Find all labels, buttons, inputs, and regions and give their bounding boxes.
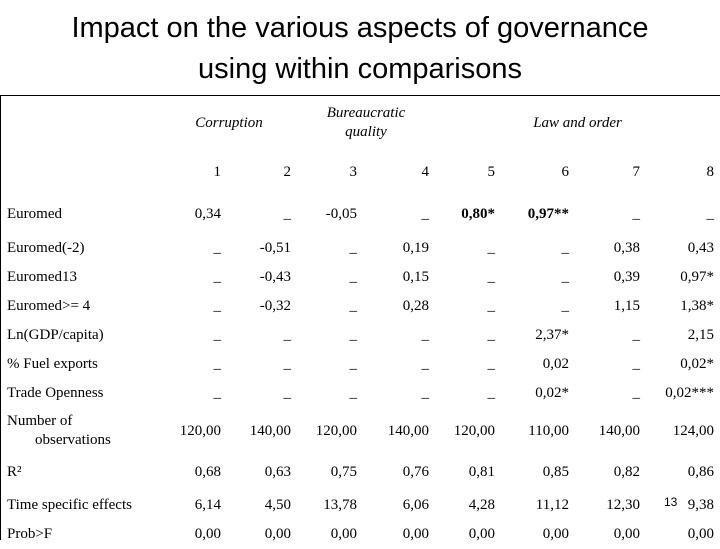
table-cell: 0,76 bbox=[402, 464, 429, 480]
table-cell: 0,80* bbox=[461, 205, 495, 222]
table-cell: _ bbox=[561, 298, 569, 314]
table-cell: _ bbox=[706, 205, 714, 222]
table-row-prob-f bbox=[1, 520, 720, 549]
table-cell: _ bbox=[213, 240, 221, 256]
table-cell: 0,34 bbox=[194, 205, 221, 222]
row-label: Time specific effects bbox=[7, 497, 132, 513]
table-cell: 140,00 bbox=[249, 422, 291, 439]
table-cell: 0,39 bbox=[613, 269, 640, 285]
table-cell: _ bbox=[487, 240, 495, 256]
row-label: R² bbox=[7, 464, 22, 480]
group-header-row bbox=[1, 96, 720, 150]
table-cell: 0,63 bbox=[264, 464, 291, 480]
row-label: Prob>F bbox=[7, 526, 53, 542]
table-cell: 0,28 bbox=[402, 298, 429, 314]
column-number: 7 bbox=[632, 163, 640, 180]
table-cell: 110,00 bbox=[528, 422, 569, 439]
table-row-time-specific-effects bbox=[1, 491, 720, 520]
table-cell: _ bbox=[421, 327, 429, 343]
table-cell: 0,82 bbox=[613, 464, 640, 480]
table-cell: _ bbox=[349, 385, 357, 401]
slide-number: 13 bbox=[664, 495, 678, 509]
table-cell: 0,97** bbox=[527, 205, 569, 222]
column-number: 3 bbox=[349, 163, 357, 180]
table-row-number-of-observations bbox=[1, 408, 720, 454]
table-cell: 120,00 bbox=[453, 422, 495, 439]
table-cell: 0,00 bbox=[687, 526, 714, 542]
table-cell: _ bbox=[213, 356, 221, 372]
table-cell: _ bbox=[487, 269, 495, 285]
table-cell: 0,00 bbox=[542, 526, 569, 542]
column-number: 5 bbox=[487, 163, 495, 180]
table-cell: _ bbox=[349, 356, 357, 372]
table-cell: 0,97* bbox=[680, 269, 714, 285]
table-row-euromed-lag2 bbox=[1, 234, 720, 263]
table-cell: 0,02* bbox=[680, 356, 714, 372]
table-cell: 1,38* bbox=[680, 298, 714, 314]
table-cell: 13,78 bbox=[323, 497, 357, 513]
results-table bbox=[1, 96, 720, 549]
table-row-ln-gdp-capita bbox=[1, 321, 720, 350]
table-cell: 120,00 bbox=[315, 422, 357, 439]
group-header-bureaucratic-quality: Bureaucratic quality bbox=[326, 105, 406, 140]
table-cell: 6,14 bbox=[194, 497, 221, 513]
row-label: % Fuel exports bbox=[7, 356, 98, 372]
table-row-euromed13 bbox=[1, 263, 720, 292]
table-cell: 124,00 bbox=[672, 422, 714, 439]
table-row-euromed bbox=[1, 194, 720, 234]
table-cell: _ bbox=[349, 240, 357, 256]
table-cell: _ bbox=[561, 269, 569, 285]
table-cell: 2,37* bbox=[535, 327, 569, 343]
table-cell: 0,75 bbox=[330, 464, 357, 480]
table-cell: 0,02 bbox=[542, 356, 569, 372]
table-cell: _ bbox=[213, 269, 221, 285]
table-cell: 0,19 bbox=[402, 240, 429, 256]
table-row-trade-openness bbox=[1, 379, 720, 408]
table-cell: 0,85 bbox=[542, 464, 569, 480]
table-cell: _ bbox=[421, 356, 429, 372]
table-cell: 11,12 bbox=[535, 497, 569, 513]
table-cell: _ bbox=[632, 385, 640, 401]
table-cell: 0,86 bbox=[687, 464, 714, 480]
table-cell: 4,50 bbox=[264, 497, 291, 513]
table-cell: _ bbox=[283, 327, 291, 343]
table-cell: 0,38 bbox=[613, 240, 640, 256]
table-cell: 120,00 bbox=[179, 422, 221, 439]
column-number-row bbox=[1, 150, 720, 194]
table-cell: 9,38 bbox=[687, 497, 714, 513]
results-table-container bbox=[0, 95, 720, 540]
table-cell: 0,00 bbox=[264, 526, 291, 542]
table-cell: 0,15 bbox=[402, 269, 429, 285]
row-label: Ln(GDP/capita) bbox=[7, 327, 104, 343]
table-cell: _ bbox=[213, 385, 221, 401]
header-blank-cell bbox=[1, 96, 161, 150]
table-cell: _ bbox=[487, 385, 495, 401]
row-label: Euromed13 bbox=[7, 269, 77, 285]
table-row-r-squared bbox=[1, 454, 720, 491]
column-number: 2 bbox=[283, 163, 291, 180]
table-cell: 0,00 bbox=[194, 526, 221, 542]
table-cell: -0,05 bbox=[325, 205, 357, 222]
table-cell: 140,00 bbox=[598, 422, 640, 439]
table-cell: _ bbox=[283, 205, 291, 222]
table-cell: _ bbox=[487, 327, 495, 343]
table-cell: _ bbox=[561, 240, 569, 256]
row-label: Euromed bbox=[7, 205, 62, 222]
column-number-blank bbox=[1, 150, 161, 194]
table-cell: 0,81 bbox=[468, 464, 495, 480]
table-cell: _ bbox=[349, 327, 357, 343]
row-label: Trade Openness bbox=[7, 385, 104, 401]
table-cell: 0,00 bbox=[613, 526, 640, 542]
table-cell: 2,15 bbox=[687, 327, 714, 343]
row-label-line-1: Number of bbox=[7, 413, 73, 429]
row-label bbox=[1, 408, 161, 454]
table-row-fuel-exports bbox=[1, 350, 720, 379]
table-cell: _ bbox=[421, 385, 429, 401]
table-cell: 0,68 bbox=[194, 464, 221, 480]
row-label-line-2: observations bbox=[35, 432, 111, 448]
table-cell: _ bbox=[421, 205, 429, 222]
table-cell: 140,00 bbox=[387, 422, 429, 439]
slide-title bbox=[0, 8, 720, 90]
column-number: 4 bbox=[421, 163, 429, 180]
table-cell: 0,00 bbox=[330, 526, 357, 542]
table-cell: 0,00 bbox=[468, 526, 495, 542]
table-cell: _ bbox=[487, 356, 495, 372]
table-cell: 12,30 bbox=[606, 497, 640, 513]
table-cell: _ bbox=[632, 356, 640, 372]
column-number: 1 bbox=[213, 163, 221, 180]
table-cell: _ bbox=[632, 205, 640, 222]
slide-title-line-2: using within comparisons bbox=[198, 53, 522, 85]
table-cell: -0,32 bbox=[259, 298, 291, 314]
table-cell: -0,43 bbox=[259, 269, 291, 285]
column-number: 8 bbox=[706, 163, 714, 180]
table-row-euromed-ge4 bbox=[1, 292, 720, 321]
table-cell: -0,51 bbox=[259, 240, 291, 256]
table-cell: 0,00 bbox=[402, 526, 429, 542]
table-cell: 0,02*** bbox=[665, 385, 714, 401]
row-label: Euromed(-2) bbox=[7, 240, 85, 256]
table-cell: _ bbox=[632, 327, 640, 343]
table-cell: 4,28 bbox=[468, 497, 495, 513]
table-cell: 0,43 bbox=[687, 240, 714, 256]
table-cell: _ bbox=[213, 298, 221, 314]
table-cell: _ bbox=[349, 269, 357, 285]
table-cell: _ bbox=[283, 356, 291, 372]
row-label: Euromed>= 4 bbox=[7, 298, 91, 314]
table-cell: _ bbox=[283, 385, 291, 401]
table-cell: _ bbox=[487, 298, 495, 314]
table-cell: 0,02* bbox=[535, 385, 569, 401]
group-header-law-and-order: Law and order bbox=[533, 114, 622, 131]
table-cell: 6,06 bbox=[402, 497, 429, 513]
group-header-corruption: Corruption bbox=[195, 114, 263, 131]
table-cell: 1,15 bbox=[613, 298, 640, 314]
table-cell: _ bbox=[349, 298, 357, 314]
slide-title-line-1: Impact on the various aspects of governance bbox=[71, 12, 649, 44]
column-number: 6 bbox=[561, 163, 569, 180]
table-cell: _ bbox=[213, 327, 221, 343]
